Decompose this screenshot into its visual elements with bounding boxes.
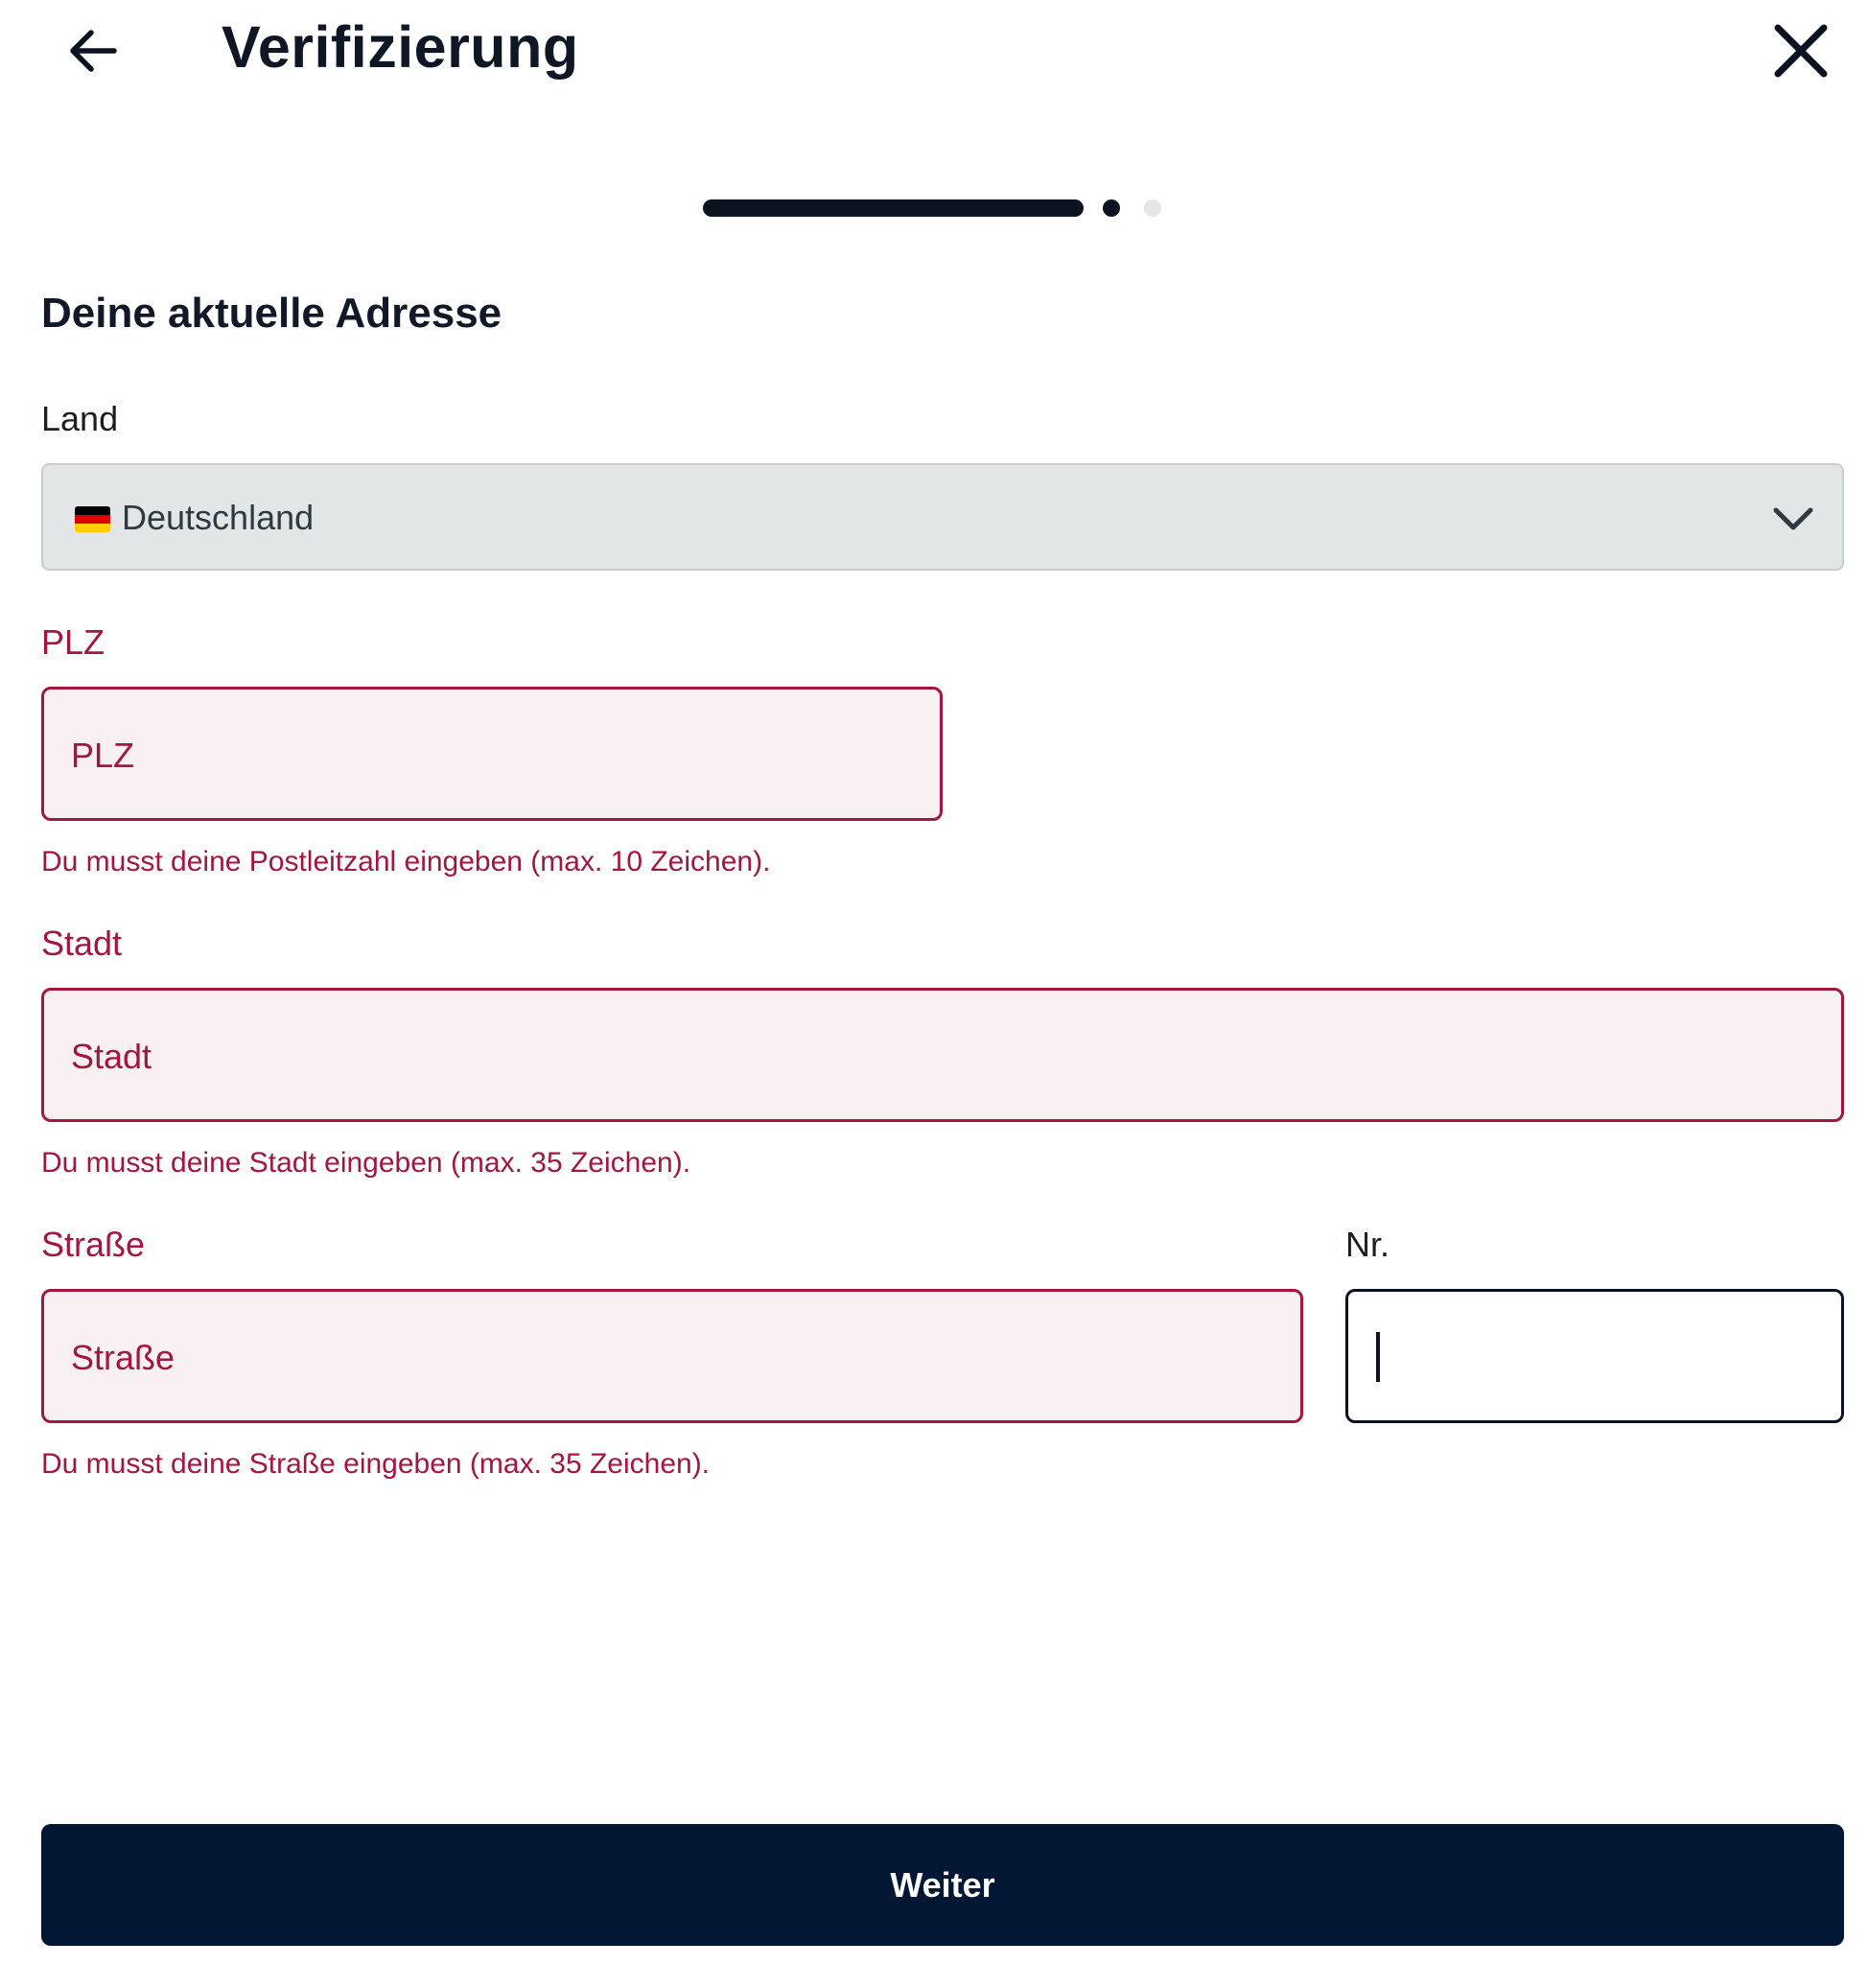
- city-label: Stadt: [41, 924, 123, 963]
- street-input[interactable]: [41, 1289, 1303, 1423]
- back-button[interactable]: [59, 21, 127, 81]
- section-title: Deine aktuelle Adresse: [41, 290, 502, 337]
- country-select-value: Deutschland: [122, 498, 315, 537]
- postal-code-placeholder: PLZ: [71, 736, 135, 775]
- next-button[interactable]: [41, 1824, 1844, 1946]
- city-input[interactable]: [41, 988, 1844, 1122]
- next-button-label: Weiter: [890, 1864, 995, 1905]
- city-placeholder: Stadt: [71, 1037, 152, 1076]
- country-select[interactable]: [41, 463, 1844, 571]
- progress-step-current: [1103, 199, 1120, 217]
- close-button[interactable]: [1767, 17, 1834, 84]
- progress-bar: [703, 199, 1084, 217]
- house-number-input[interactable]: [1345, 1289, 1844, 1423]
- germany-flag-icon: [75, 506, 110, 532]
- chevron-down-icon: [1771, 498, 1815, 542]
- postal-code-label: PLZ: [41, 622, 105, 662]
- street-label: Straße: [41, 1225, 146, 1264]
- street-error: Du musst deine Straße eingeben (max. 35 Zeichen).: [41, 1448, 711, 1480]
- street-placeholder: Straße: [71, 1338, 175, 1377]
- house-number-label: Nr.: [1345, 1225, 1390, 1264]
- close-icon: [1773, 23, 1829, 79]
- postal-code-input[interactable]: [41, 687, 943, 821]
- page-title: Verifizierung: [222, 14, 579, 80]
- progress-step-upcoming: [1144, 199, 1161, 217]
- country-label: Land: [41, 399, 119, 438]
- postal-code-error: Du musst deine Postleitzahl eingeben (max. 10 Zeichen).: [41, 846, 771, 877]
- arrow-left-icon: [68, 29, 118, 73]
- text-cursor: [1376, 1332, 1380, 1382]
- city-error: Du musst deine Stadt eingeben (max. 35 Zeichen).: [41, 1147, 691, 1179]
